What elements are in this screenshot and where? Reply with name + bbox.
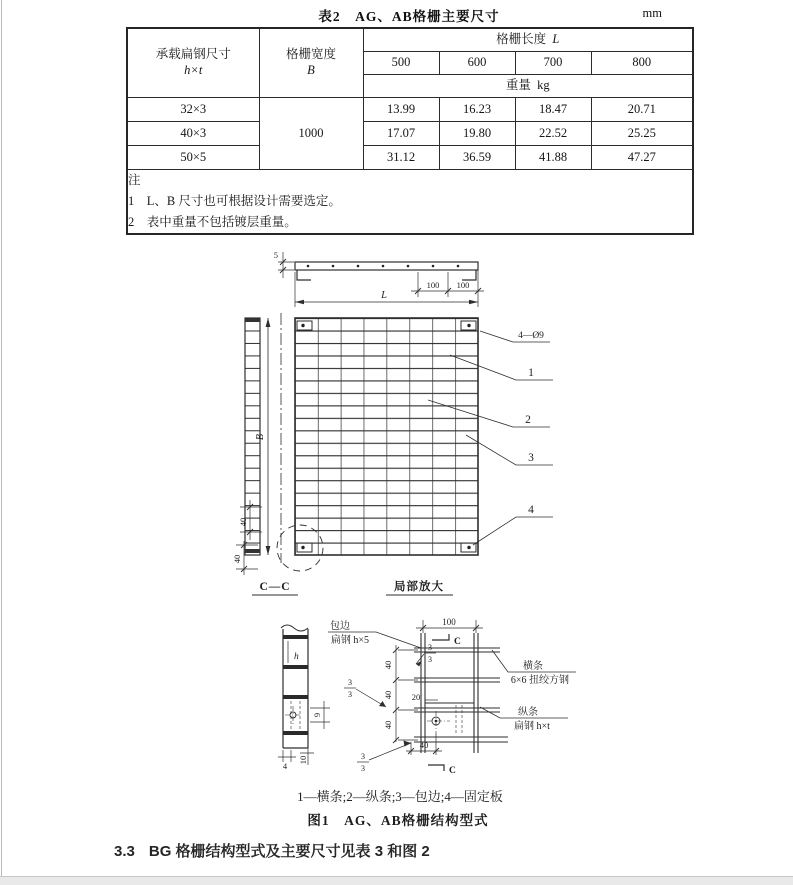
figure-1 [228,245,708,837]
weld-size-top: 3 [361,752,365,761]
header-length-600: 600 [439,52,515,75]
table-title-row [126,5,692,23]
page-left-edge [1,0,2,876]
dim-text-40-bottom: 40 [419,740,429,750]
header-size [127,28,259,98]
weld-size-top: 3 [428,643,432,652]
dim-text-20: 20 [411,692,421,702]
cell-weight: 20.71 [591,98,693,122]
weld-symbol-1 [416,643,436,667]
cell-size: 32×3 [127,98,259,122]
callout-4 [473,504,553,545]
label-cross-bar [492,650,576,686]
mark-c-top-text: C [454,637,461,647]
table-header-row-1 [127,28,693,52]
callout-1-text: 1 [528,367,534,379]
cell-weight: 17.07 [363,122,439,146]
elevation-view [274,250,484,307]
dim-text-100: 100 [442,617,456,627]
dim-text-40-upper: 40 [238,517,248,527]
dim-text-9: 9 [312,712,322,718]
dim-text-40c: 40 [383,720,393,730]
dimension-table [126,27,694,235]
header-length-label: 格栅长度 [496,32,547,47]
callout-3-text: 3 [528,452,534,464]
header-size-symbol: h×t [184,63,203,77]
dim-40-bottom [406,733,442,755]
label-edge-bar [328,619,421,648]
dim-text-4: 4 [282,761,288,771]
cross-label-line2: 6×6 扭绞方钢 [510,675,570,686]
dim-10 [298,748,314,765]
dim-text-h: h [294,652,299,662]
dim-thickness-5 [274,250,294,278]
header-width [259,28,363,98]
figure-title: 图1 AG、AB格栅结构型式 [307,813,489,828]
cell-weight: 13.99 [363,98,439,122]
figure-captions [297,789,503,828]
header-size-label: 承载扁钢尺寸 [155,47,231,62]
cell-weight: 19.80 [439,122,515,146]
header-width-label: 格栅宽度 [285,47,336,62]
weld-size-top: 3 [348,678,352,687]
label-longitudinal-bar [480,705,568,732]
cell-weight: 31.12 [363,146,439,170]
callout-2-text: 2 [525,414,531,426]
dim-9 [310,701,330,729]
section-text: BG 格栅结构型式及主要尺寸见表 3 和图 2 [148,843,430,860]
dim-4 [278,750,296,771]
cell-width-value: 1000 [259,98,363,170]
notes-label: 注 [128,173,141,187]
header-weight-label: 重量 [505,78,531,93]
dim-text-5: 5 [273,250,278,260]
section-cc-view [252,581,330,771]
section-3-3 [114,840,430,861]
table-row [127,122,693,146]
table-notes [127,170,693,235]
cell-weight: 18.47 [515,98,591,122]
detail-view [328,579,576,776]
dim-h [288,641,299,663]
note-item-2: 2 表中重量不包括镀层重量。 [128,215,297,229]
section-mark-c-bottom [428,765,456,776]
dim-100-top [416,617,483,633]
section-mark-c-top [432,634,461,647]
dim-text-100-right: 100 [456,280,470,290]
cell-size: 40×3 [127,122,259,146]
section-number: 3.3 [114,843,135,860]
table-title: 表2 AG、AB格栅主要尺寸 [318,9,500,24]
dim-text-40a: 40 [383,660,393,670]
figure-legend: 1—横条;2—纵条;3—包边;4—固定板 [297,789,503,804]
weld-symbol-2 [344,678,386,707]
header-weight-unit: kg [537,78,550,93]
callout-holes [480,331,550,342]
dim-text-L: L [381,290,387,301]
detail-title: 局部放大 [394,581,444,593]
plan-view [232,313,553,575]
table-row [127,98,693,122]
dim-text-40b: 40 [383,690,393,700]
cell-weight: 16.23 [439,98,515,122]
table-row [127,146,693,170]
weld-size-bottom: 3 [348,690,352,699]
unit-label: mm [642,6,662,20]
note-item-1: 1 L、B 尺寸也可根据设计需要选定。 [128,194,341,208]
cell-size: 50×5 [127,146,259,170]
dim-text-100-left: 100 [426,280,440,290]
dim-text-B: B [255,433,266,441]
cell-weight: 25.25 [591,122,693,146]
dim-text-10: 10 [298,755,308,765]
dim-length-L [295,272,478,307]
callout-4-text: 4 [528,504,534,516]
header-length-800: 800 [591,52,693,75]
cross-label-line1: 横条 [523,661,543,672]
weld-size-bottom: 3 [361,764,365,773]
mark-c-bottom-text: C [449,766,456,776]
edge-label-line2: 扁钢 h×5 [330,635,370,646]
weld-size-bottom: 3 [428,655,432,664]
callout-3 [466,435,553,465]
header-length-group [363,28,693,52]
weld-symbol-3 [357,741,411,774]
cell-weight: 36.59 [439,146,515,170]
dim-text-40-lower: 40 [232,554,242,564]
callout-holes-text: 4—Ø9 [518,331,544,341]
cell-weight: 22.52 [515,122,591,146]
section-cc-title: C—C [259,581,291,593]
cell-weight: 47.27 [591,146,693,170]
table-notes-row [127,170,693,235]
header-length-700: 700 [515,52,591,75]
header-length-symbol: L [552,32,560,47]
header-length-500: 500 [363,52,439,75]
edge-label-line1: 包边 [330,621,350,632]
long-label-line2: 扁钢 h×t [514,721,550,732]
dim-100-100 [411,270,484,297]
cell-weight: 41.88 [515,146,591,170]
long-label-line1: 纵条 [518,707,538,718]
header-weight [363,75,693,98]
header-width-symbol: B [307,63,315,77]
